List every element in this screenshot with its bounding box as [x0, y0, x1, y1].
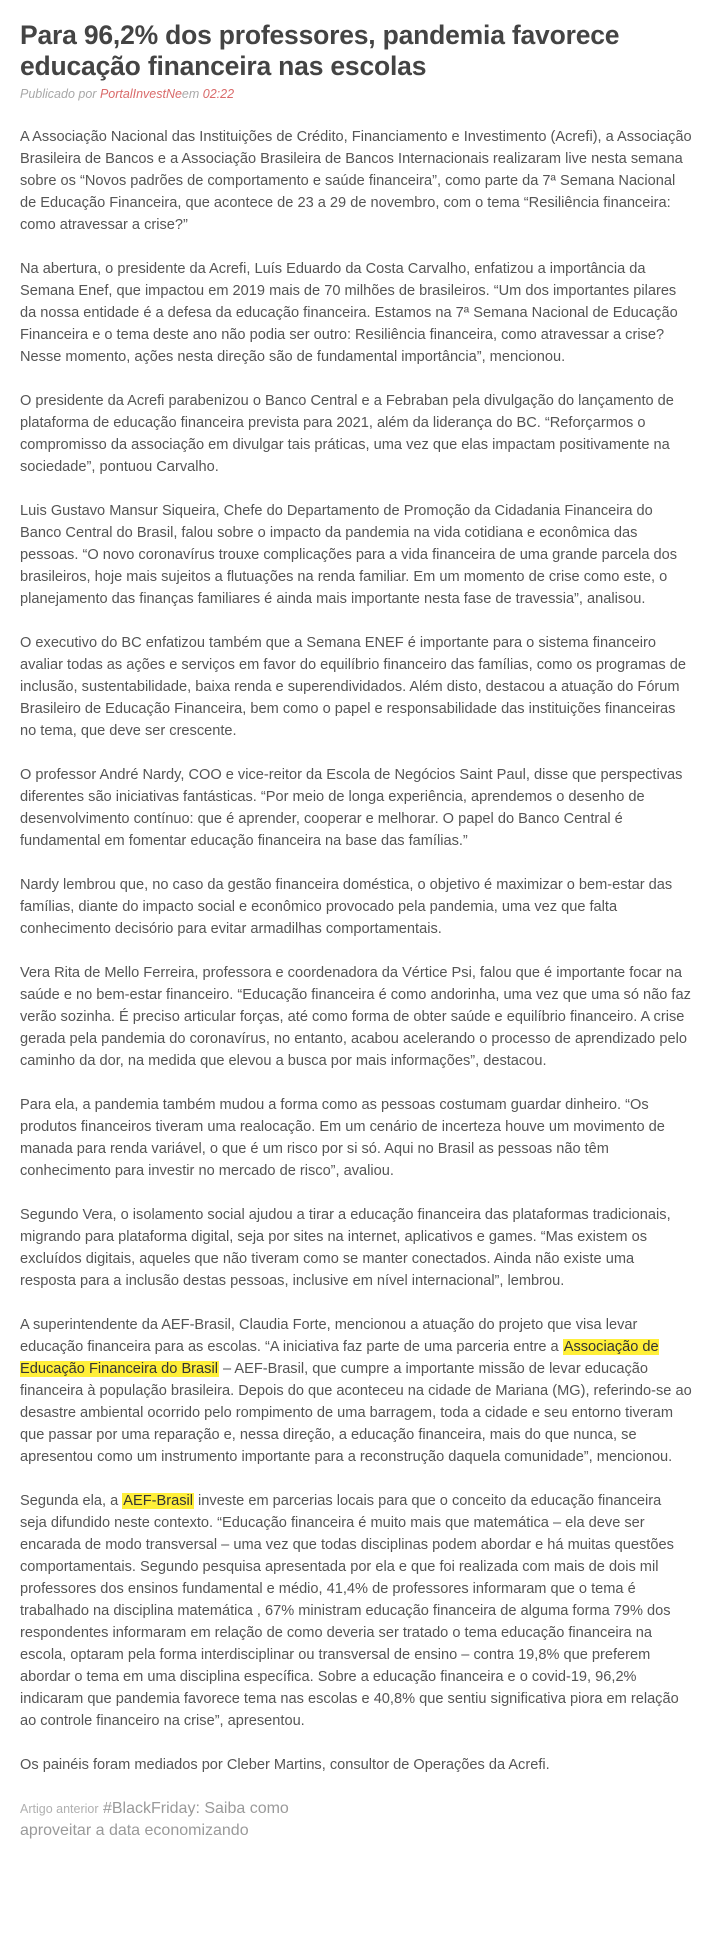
paragraph: A Associação Nacional das Instituições de Crédito, Financiamento e Investimento (Acrefi), a Associação Brasileira de Bancos e a Associação Brasileira de Bancos Internacionais realizaram live nesta semana sobre os “Novos padrões de comportamento e saúde financeira”, como parte da 7ª Semana Nacional de Educação Financeira, que acontece de 23 a 29 de novembro, com o tema “Resiliência financeira: como atravessar a crise?”: [20, 129, 692, 233]
author-link[interactable]: PortalInvestNe: [99, 87, 182, 101]
paragraph: Segundo Vera, o isolamento social ajudou a tirar a educação financeira das plataformas tradicionais, migrando para plataforma digital, seja por sites na internet, aplicativos e games. “Mas existem os excluídos digitais, aqueles que não tiveram como se manter conectados. Ainda não existe uma resposta para a inclusão destas pessoas, inclusive em nível internacional”, lembrou.: [20, 1207, 671, 1289]
paragraph: O executivo do BC enfatizou também que a Semana ENEF é importante para o sistema financeiro avaliar todas as ações e serviços em favor do equilíbrio financeiro das famílias, como os programas de inclusão, sustentabilidade, baixa renda e superendividados. Além disto, destacou a atuação do Fórum Brasileiro de Educação Financeira, bem como o papel e responsabilidade das instituições financeiras no tema, que deve ser crescente.: [20, 635, 686, 739]
paragraph-text: investe em parcerias locais para que o conceito da educação financeira seja difundido neste contexto. “Educação financeira é muito mais que matemática – ela deve ser encarada de modo transversal – uma vez que todas disciplinas podem abordar e há muitas questões comportamentais. Segundo pesquisa apresentada por ela e que foi realizada com mais de dois mil professores dos ensinos fundamental e médio, 41,4% de professores informaram que o tema é trabalhado na disciplina matemática , 67% ministram educação financeira de alguma forma 79% dos respondentes informaram em relação de como deveria ser tratado o tema educação financeira na escola, optaram pela forma interdisciplinar ou transversal de ensino – contra 19,8% que preferem abordar o tema em uma disciplina específica. Sobre a educação financeira e o covid-19, 96,2% indicaram que pandemia favorece tema nas escolas e 40,8% que sentiu significativa piora em relação ao controle financeiro na crise”, apresentou.: [20, 1493, 679, 1729]
publish-time: 02:22: [202, 87, 235, 101]
paragraph-text: – AEF-Brasil, que cumpre a importante missão de levar educação financeira à população brasileira. Depois do que aconteceu na cidade de Mariana (MG), referindo-se ao desastre ambiental ocorrido pelo rompimento de uma barragem, toda a cidade e seu entorno tiveram que passar por uma reparação e, nessa direção, a educação financeira, mais do que nunca, se apresentou como um instrumento importante para a reconstrução daquela comunidade”, mencionou.: [20, 1361, 692, 1465]
paragraph: O presidente da Acrefi parabenizou o Banco Central e a Febraban pela divulgação do lançamento de plataforma de educação financeira prevista para 2021, além da liderança do BC. “Reforçarmos o compromisso da associação em divulgar tais práticas, uma vez que elas impactam positivamente na sociedade”, pontuou Carvalho.: [20, 393, 674, 475]
paragraph: O professor André Nardy, COO e vice-reitor da Escola de Negócios Saint Paul, disse que perspectivas diferentes são iniciativas fantásticas. “Por meio de longa experiência, aprendemos o desenho de desenvolvimento contínuo: que é aprender, cooperar e melhorar. O papel do Banco Central é fundamental em fomentar educação financeira na base das famílias.”: [20, 767, 683, 849]
article-title: Para 96,2% dos professores, pandemia favorece educação financeira nas escolas: [20, 20, 620, 81]
article-body: [20, 126, 692, 1776]
closing-paragraph: Os painéis foram mediados por Cleber Martins, consultor de Operações da Acrefi.: [20, 1757, 550, 1773]
paragraph: Vera Rita de Mello Ferreira, professora e coordenadora da Vértice Psi, falou que é importante focar na saúde e no bem-estar financeiro. “Educação financeira é como andorinha, uma vez que uma só não faz verão sozinha. É preciso articular forças, até como forma de obter saúde e equilíbrio financeiro. A crise gerada pela pandemia do coronavírus, no entanto, acabou acelerando o processo de aprendizado pelo caminho da dor, na medida que elevou a busca por mais informações”, destacou.: [20, 965, 691, 1069]
meta-em: em: [181, 87, 200, 101]
previous-article-title[interactable]: #BlackFriday: Saiba como aproveitar a data economizando: [20, 1800, 289, 1839]
highlight-aef-full-name[interactable]: Associação de Educação Financeira do Brasil: [20, 1339, 659, 1377]
paragraph: Luis Gustavo Mansur Siqueira, Chefe do Departamento de Promoção da Cidadania Financeira do Banco Central do Brasil, falou sobre o impacto da pandemia na vida cotidiana e econômica das pessoas. “O novo coronavírus trouxe complicações para a vida financeira de uma grande parcela dos brasileiros, hoje mais sujeitos a flutuações na renda familiar. Em um momento de crise como este, o planejamento das finanças familiares é ainda mais importante nesta fase de travessia”, analisou.: [20, 503, 678, 607]
paragraph-text: Segunda ela, a: [20, 1493, 123, 1509]
meta-prefix: Publicado por: [20, 87, 97, 101]
previous-article-link[interactable]: [20, 1798, 340, 1842]
article-meta: [20, 86, 692, 102]
paragraph: Nardy lembrou que, no caso da gestão financeira doméstica, o objetivo é maximizar o bem-estar das famílias, diante do impacto social e econômico provocado pela pandemia, uma vez que falta conhecimento decisório para evitar armadilhas comportamentais.: [20, 877, 673, 937]
previous-article-label: Artigo anterior: [20, 1802, 99, 1816]
paragraph-aef: [20, 1314, 692, 1468]
paragraph: Na abertura, o presidente da Acrefi, Luís Eduardo da Costa Carvalho, enfatizou a importância da Semana Enef, que impactou em 2019 mais de 70 milhões de brasileiros. “Um dos importantes pilares da nossa entidade é a defesa da educação financeira. Estamos na 7ª Semana Nacional de Educação Financeira e o tema deste ano não podia ser outro: Resiliência financeira, como atravessar a crise? Nesse momento, ações nesta direção são de fundamental importância”, mencionou.: [20, 261, 678, 365]
paragraph-segunda: [20, 1490, 692, 1732]
paragraph-text: A superintendente da AEF-Brasil, Claudia Forte, mencionou a atuação do projeto que visa levar educação financeira para as escolas. “A iniciativa faz parte de uma parceria entre a: [20, 1317, 638, 1355]
paragraph: Para ela, a pandemia também mudou a forma como as pessoas costumam guardar dinheiro. “Os produtos financeiros tiveram uma realocação. Em um cenário de incerteza houve um movimento de manada para renda variável, o que é um risco por si só. Aqui no Brasil as pessoas não têm conhecimento para investir no mercado de risco”, avaliou.: [20, 1097, 665, 1179]
highlight-aef-brasil[interactable]: AEF-Brasil: [123, 1493, 193, 1509]
